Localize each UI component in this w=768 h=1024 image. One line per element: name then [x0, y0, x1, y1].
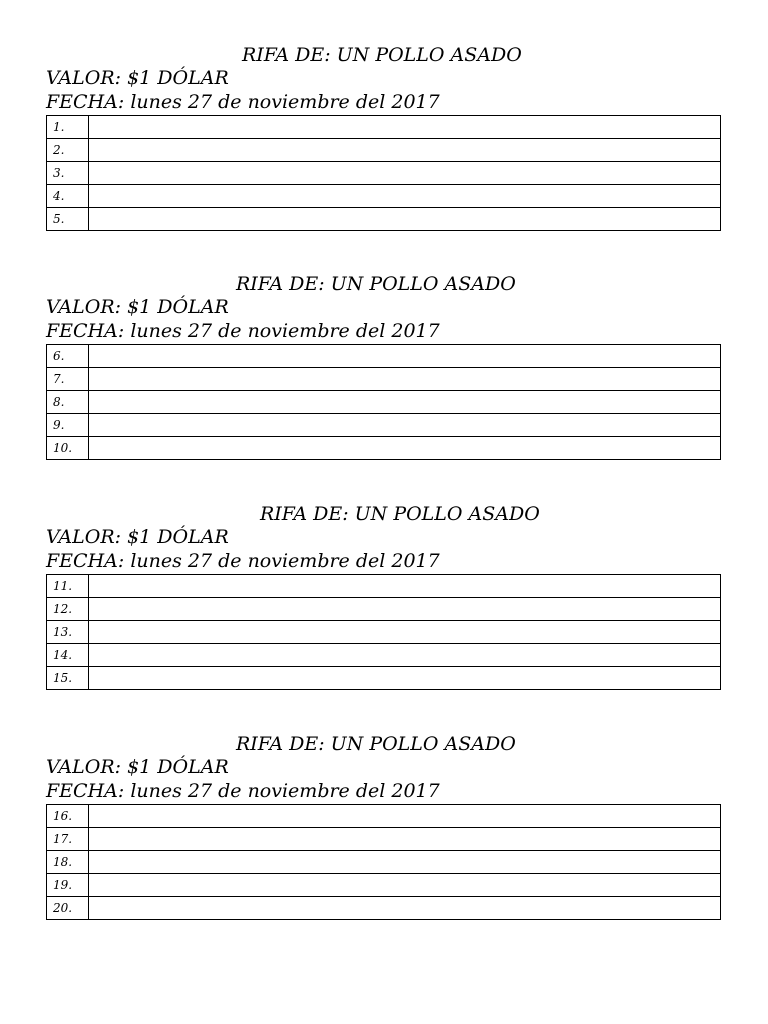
ticket-row — [47, 139, 721, 162]
ticket-row — [47, 116, 721, 139]
raffle-title: RIFA DE: UN POLLO ASADO — [236, 733, 516, 755]
ticket-table — [46, 804, 721, 920]
ticket-name-cell[interactable] — [89, 116, 721, 139]
raffle-value: VALOR: $1 DÓLAR — [46, 756, 229, 778]
ticket-name-cell[interactable] — [89, 414, 721, 437]
ticket-number: 3. — [47, 162, 89, 185]
ticket-number: 12. — [47, 598, 89, 621]
ticket-number: 1. — [47, 116, 89, 139]
ticket-row — [47, 437, 721, 460]
ticket-number: 9. — [47, 414, 89, 437]
ticket-name-cell[interactable] — [89, 897, 721, 920]
ticket-number: 18. — [47, 851, 89, 874]
ticket-table — [46, 115, 721, 231]
raffle-value: VALOR: $1 DÓLAR — [46, 296, 229, 318]
ticket-name-cell[interactable] — [89, 345, 721, 368]
raffle-date: FECHA: lunes 27 de noviembre del 2017 — [46, 91, 440, 113]
ticket-number: 16. — [47, 805, 89, 828]
ticket-name-cell[interactable] — [89, 805, 721, 828]
ticket-number: 7. — [47, 368, 89, 391]
ticket-name-cell[interactable] — [89, 598, 721, 621]
ticket-row — [47, 897, 721, 920]
ticket-name-cell[interactable] — [89, 828, 721, 851]
ticket-row — [47, 874, 721, 897]
ticket-name-cell[interactable] — [89, 368, 721, 391]
ticket-number: 8. — [47, 391, 89, 414]
ticket-row — [47, 414, 721, 437]
ticket-row — [47, 345, 721, 368]
ticket-row — [47, 368, 721, 391]
raffle-value: VALOR: $1 DÓLAR — [46, 67, 229, 89]
ticket-row — [47, 391, 721, 414]
ticket-row — [47, 805, 721, 828]
raffle-date: FECHA: lunes 27 de noviembre del 2017 — [46, 780, 440, 802]
raffle-value: VALOR: $1 DÓLAR — [46, 526, 229, 548]
ticket-row — [47, 644, 721, 667]
ticket-number: 6. — [47, 345, 89, 368]
ticket-row — [47, 208, 721, 231]
ticket-table — [46, 574, 721, 690]
ticket-number: 19. — [47, 874, 89, 897]
ticket-table — [46, 344, 721, 460]
ticket-name-cell[interactable] — [89, 874, 721, 897]
ticket-name-cell[interactable] — [89, 667, 721, 690]
ticket-name-cell[interactable] — [89, 208, 721, 231]
ticket-row — [47, 828, 721, 851]
ticket-row — [47, 598, 721, 621]
ticket-number: 17. — [47, 828, 89, 851]
raffle-title: RIFA DE: UN POLLO ASADO — [260, 503, 540, 525]
raffle-title: RIFA DE: UN POLLO ASADO — [242, 44, 522, 66]
ticket-number: 2. — [47, 139, 89, 162]
ticket-row — [47, 575, 721, 598]
ticket-name-cell[interactable] — [89, 851, 721, 874]
raffle-date: FECHA: lunes 27 de noviembre del 2017 — [46, 550, 440, 572]
ticket-name-cell[interactable] — [89, 139, 721, 162]
ticket-number: 4. — [47, 185, 89, 208]
ticket-row — [47, 162, 721, 185]
ticket-number: 5. — [47, 208, 89, 231]
raffle-block — [46, 44, 721, 231]
raffle-date: FECHA: lunes 27 de noviembre del 2017 — [46, 320, 440, 342]
ticket-name-cell[interactable] — [89, 644, 721, 667]
ticket-number: 15. — [47, 667, 89, 690]
ticket-number: 10. — [47, 437, 89, 460]
ticket-name-cell[interactable] — [89, 437, 721, 460]
raffle-block — [46, 273, 721, 460]
ticket-row — [47, 185, 721, 208]
ticket-row — [47, 667, 721, 690]
ticket-number: 20. — [47, 897, 89, 920]
ticket-name-cell[interactable] — [89, 621, 721, 644]
ticket-name-cell[interactable] — [89, 575, 721, 598]
ticket-number: 11. — [47, 575, 89, 598]
ticket-number: 14. — [47, 644, 89, 667]
ticket-number: 13. — [47, 621, 89, 644]
ticket-name-cell[interactable] — [89, 162, 721, 185]
ticket-name-cell[interactable] — [89, 391, 721, 414]
ticket-row — [47, 851, 721, 874]
raffle-title: RIFA DE: UN POLLO ASADO — [236, 273, 516, 295]
ticket-name-cell[interactable] — [89, 185, 721, 208]
raffle-block — [46, 733, 721, 920]
ticket-row — [47, 621, 721, 644]
raffle-block — [46, 503, 721, 690]
